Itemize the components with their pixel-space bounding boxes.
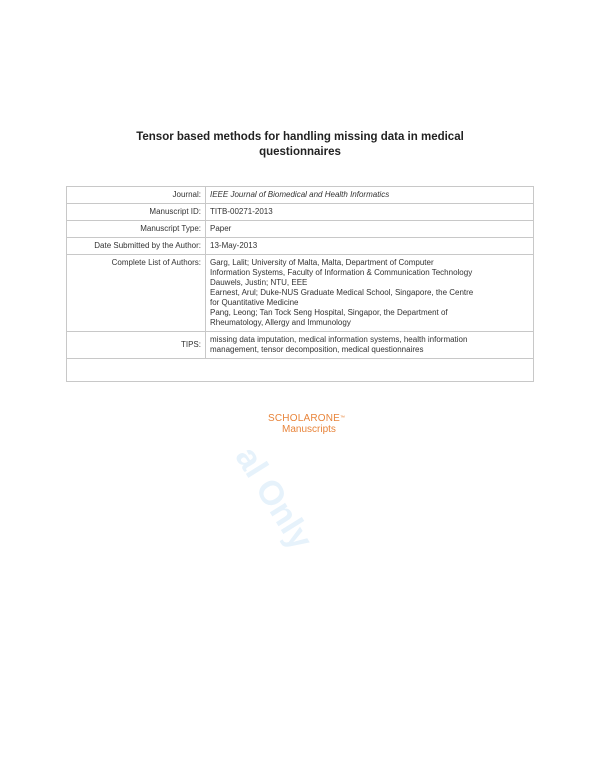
author-line: Dauwels, Justin; NTU, EEE bbox=[210, 278, 308, 287]
table-row bbox=[67, 221, 534, 238]
scholarone-logo bbox=[268, 413, 368, 435]
author-line: Information Systems, Faculty of Information & Communication Technology bbox=[210, 268, 473, 277]
manuscript-type-label: Manuscript Type: bbox=[67, 221, 206, 238]
journal-value: IEEE Journal of Biomedical and Health Informatics bbox=[206, 187, 534, 204]
tips-value bbox=[206, 332, 534, 359]
date-submitted-label: Date Submitted by the Author: bbox=[67, 238, 206, 255]
authors-value bbox=[206, 255, 534, 332]
author-line: Garg, Lalit; University of Malta, Malta, Department of Computer bbox=[210, 258, 434, 267]
tips-line: missing data imputation, medical information systems, health information bbox=[210, 335, 468, 344]
authors-label: Complete List of Authors: bbox=[67, 255, 206, 332]
tips-line: management, tensor decomposition, medical questionnaires bbox=[210, 345, 424, 354]
title-line-2: questionnaires bbox=[259, 146, 341, 158]
logo-brand bbox=[268, 413, 368, 424]
title-line-1: Tensor based methods for handling missing data in medical bbox=[136, 131, 464, 143]
manuscript-id-label: Manuscript ID: bbox=[67, 204, 206, 221]
author-line: for Quantitative Medicine bbox=[210, 298, 299, 307]
author-line: Pang, Leong; Tan Tock Seng Hospital, Singapor, the Department of bbox=[210, 308, 448, 317]
watermark-text: al Only bbox=[227, 440, 321, 557]
tips-label: TIPS: bbox=[67, 332, 206, 359]
manuscript-info-table bbox=[66, 186, 534, 382]
table-row bbox=[67, 255, 534, 332]
paper-title bbox=[80, 130, 520, 160]
manuscript-id-value: TITB-00271-2013 bbox=[206, 204, 534, 221]
empty-cell bbox=[67, 359, 534, 382]
table-row-empty bbox=[67, 359, 534, 382]
table-row bbox=[67, 238, 534, 255]
manuscript-type-value: Paper bbox=[206, 221, 534, 238]
journal-label: Journal: bbox=[67, 187, 206, 204]
logo-sub: Manuscripts bbox=[282, 424, 336, 435]
author-line: Earnest, Arul; Duke-NUS Graduate Medical School, Singapore, the Centre bbox=[210, 288, 474, 297]
table-row bbox=[67, 204, 534, 221]
author-line: Rheumatology, Allergy and Immunology bbox=[210, 318, 351, 327]
date-submitted-value: 13-May-2013 bbox=[206, 238, 534, 255]
logo-brand-text: SCHOLARONE bbox=[268, 413, 341, 424]
table-row bbox=[67, 187, 534, 204]
logo-tm: ™ bbox=[340, 415, 346, 421]
table-row bbox=[67, 332, 534, 359]
